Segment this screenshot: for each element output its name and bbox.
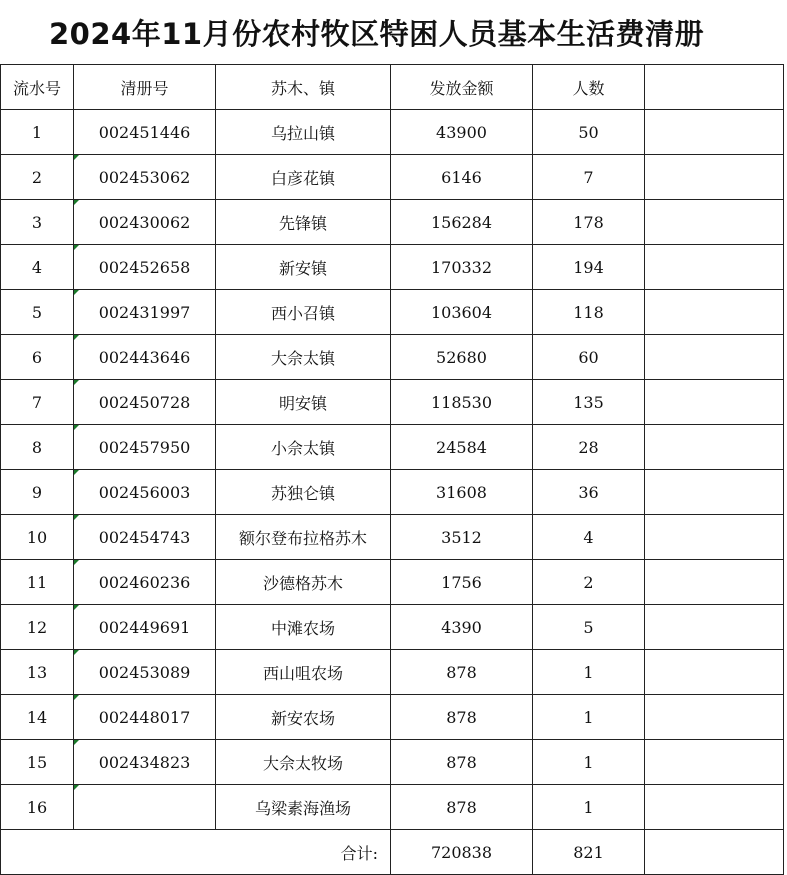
- cell-town: 先锋镇: [216, 200, 391, 245]
- cell-town: 苏独仑镇: [216, 470, 391, 515]
- table-row: [1, 650, 784, 695]
- table-row: [1, 380, 784, 425]
- cell-register-no: 002452658: [74, 245, 216, 290]
- table-row: [1, 290, 784, 335]
- cell-town: 小佘太镇: [216, 425, 391, 470]
- cell-amount: 6146: [391, 155, 533, 200]
- cell-extra: [645, 110, 784, 155]
- table-row: [1, 110, 784, 155]
- cell-extra: [645, 425, 784, 470]
- cell-extra: [645, 605, 784, 650]
- total-row: [1, 830, 784, 875]
- table-row: [1, 155, 784, 200]
- cell-amount: 3512: [391, 515, 533, 560]
- cell-extra: [645, 245, 784, 290]
- cell-amount: 878: [391, 740, 533, 785]
- cell-register-no: 002454743: [74, 515, 216, 560]
- cell-extra: [645, 155, 784, 200]
- total-label: 合计:: [1, 830, 391, 875]
- cell-serial: 3: [1, 200, 74, 245]
- cell-extra: [645, 290, 784, 335]
- cell-amount: 878: [391, 650, 533, 695]
- cell-count: 36: [533, 470, 645, 515]
- cell-count: 194: [533, 245, 645, 290]
- cell-count: 135: [533, 380, 645, 425]
- cell-town: 白彦花镇: [216, 155, 391, 200]
- cell-register-no: 002431997: [74, 290, 216, 335]
- cell-amount: 1756: [391, 560, 533, 605]
- cell-serial: 15: [1, 740, 74, 785]
- cell-amount: 878: [391, 785, 533, 830]
- cell-register-no: 002451446: [74, 110, 216, 155]
- cell-count: 2: [533, 560, 645, 605]
- cell-town: 额尔登布拉格苏木: [216, 515, 391, 560]
- header-count: 人数: [533, 65, 645, 110]
- table-row: [1, 200, 784, 245]
- cell-count: 7: [533, 155, 645, 200]
- cell-serial: 11: [1, 560, 74, 605]
- cell-extra: [645, 515, 784, 560]
- cell-amount: 170332: [391, 245, 533, 290]
- table-row: [1, 560, 784, 605]
- header-serial: 流水号: [1, 65, 74, 110]
- cell-extra: [645, 650, 784, 695]
- cell-amount: 103604: [391, 290, 533, 335]
- total-amount: 720838: [391, 830, 533, 875]
- cell-register-no: 002450728: [74, 380, 216, 425]
- cell-serial: 12: [1, 605, 74, 650]
- cell-count: 1: [533, 650, 645, 695]
- page-title: 2024年11月份农村牧区特困人员基本生活费清册: [49, 17, 705, 51]
- cell-serial: 5: [1, 290, 74, 335]
- cell-serial: 6: [1, 335, 74, 380]
- table-row: [1, 425, 784, 470]
- cell-register-no: 002456003: [74, 470, 216, 515]
- cell-extra: [645, 335, 784, 380]
- cell-town: 乌拉山镇: [216, 110, 391, 155]
- header-row: [1, 65, 784, 110]
- register-table: [0, 64, 784, 875]
- cell-town: 乌梁素海渔场: [216, 785, 391, 830]
- header-extra: [645, 65, 784, 110]
- cell-town: 中滩农场: [216, 605, 391, 650]
- total-extra: [645, 830, 784, 875]
- cell-serial: 2: [1, 155, 74, 200]
- cell-register-no: 002430062: [74, 200, 216, 245]
- cell-register-no: 002460236: [74, 560, 216, 605]
- cell-amount: 118530: [391, 380, 533, 425]
- cell-count: 1: [533, 785, 645, 830]
- cell-amount: 878: [391, 695, 533, 740]
- table-row: [1, 605, 784, 650]
- table-row: [1, 515, 784, 560]
- cell-extra: [645, 740, 784, 785]
- cell-count: 178: [533, 200, 645, 245]
- cell-serial: 13: [1, 650, 74, 695]
- cell-register-no: 002448017: [74, 695, 216, 740]
- cell-register-no: 002457950: [74, 425, 216, 470]
- table-row: [1, 740, 784, 785]
- cell-amount: 43900: [391, 110, 533, 155]
- table-row: [1, 695, 784, 740]
- cell-extra: [645, 695, 784, 740]
- cell-serial: 8: [1, 425, 74, 470]
- table-row: [1, 335, 784, 380]
- cell-count: 28: [533, 425, 645, 470]
- cell-extra: [645, 470, 784, 515]
- header-register-no: 清册号: [74, 65, 216, 110]
- cell-serial: 7: [1, 380, 74, 425]
- header-amount: 发放金额: [391, 65, 533, 110]
- cell-town: 西山咀农场: [216, 650, 391, 695]
- cell-town: 大佘太牧场: [216, 740, 391, 785]
- cell-extra: [645, 380, 784, 425]
- cell-register-no: 002449691: [74, 605, 216, 650]
- total-count: 821: [533, 830, 645, 875]
- cell-register-no: 002443646: [74, 335, 216, 380]
- cell-extra: [645, 200, 784, 245]
- cell-serial: 4: [1, 245, 74, 290]
- cell-town: 沙德格苏木: [216, 560, 391, 605]
- cell-town: 西小召镇: [216, 290, 391, 335]
- cell-extra: [645, 785, 784, 830]
- cell-register-no: [74, 785, 216, 830]
- cell-amount: 24584: [391, 425, 533, 470]
- cell-extra: [645, 560, 784, 605]
- cell-town: 新安镇: [216, 245, 391, 290]
- cell-register-no: 002434823: [74, 740, 216, 785]
- cell-town: 大佘太镇: [216, 335, 391, 380]
- cell-amount: 156284: [391, 200, 533, 245]
- cell-count: 4: [533, 515, 645, 560]
- cell-town: 明安镇: [216, 380, 391, 425]
- table-row: [1, 785, 784, 830]
- cell-count: 50: [533, 110, 645, 155]
- cell-serial: 9: [1, 470, 74, 515]
- cell-amount: 31608: [391, 470, 533, 515]
- cell-count: 5: [533, 605, 645, 650]
- cell-serial: 1: [1, 110, 74, 155]
- cell-serial: 10: [1, 515, 74, 560]
- cell-amount: 4390: [391, 605, 533, 650]
- cell-register-no: 002453062: [74, 155, 216, 200]
- header-town: 苏木、镇: [216, 65, 391, 110]
- cell-count: 1: [533, 695, 645, 740]
- cell-register-no: 002453089: [74, 650, 216, 695]
- cell-serial: 14: [1, 695, 74, 740]
- cell-count: 118: [533, 290, 645, 335]
- cell-serial: 16: [1, 785, 74, 830]
- cell-town: 新安农场: [216, 695, 391, 740]
- table-row: [1, 245, 784, 290]
- table-row: [1, 470, 784, 515]
- cell-count: 1: [533, 740, 645, 785]
- cell-amount: 52680: [391, 335, 533, 380]
- cell-count: 60: [533, 335, 645, 380]
